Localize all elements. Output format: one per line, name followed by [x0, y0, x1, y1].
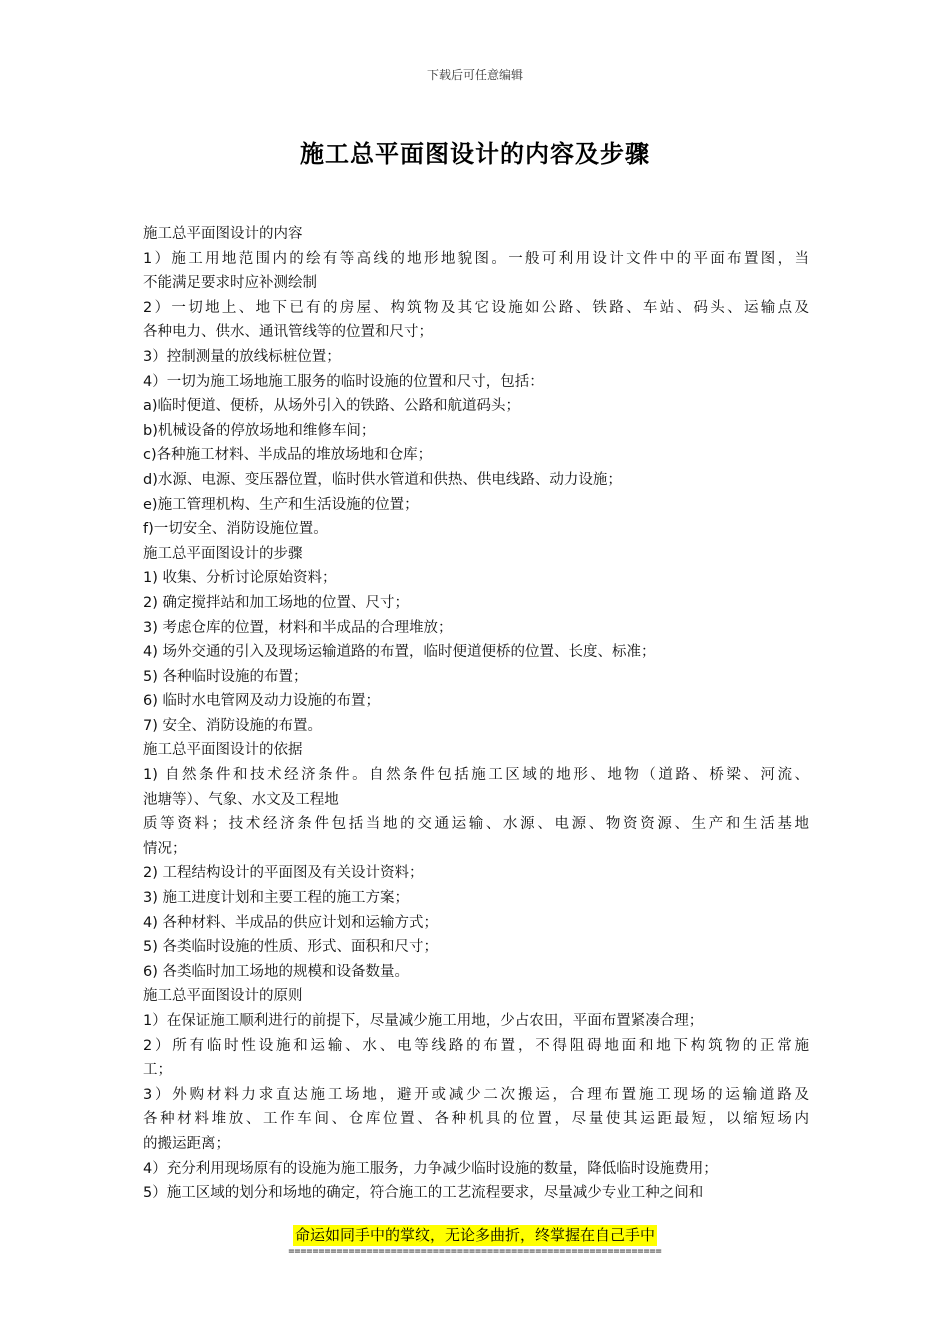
body-line: 4）一切为施工场地施工服务的临时设施的位置和尺寸，包括： [143, 373, 544, 390]
body-line: 5) 各种临时设施的布置； [143, 668, 308, 685]
body-line: 施工总平面图设计的内容 [143, 226, 303, 242]
body-line: 不能满足要求时应补测绘制 [143, 275, 317, 292]
body-line: 池塘等）、气象、水文及工程地 [143, 791, 339, 808]
body-line: 1) 自然条件和技术经济条件。自然条件包括施工区域的地形、地物（道路、桥梁、河流、 [143, 767, 809, 784]
body-line: 各种电力、供水、通讯管线等的位置和尺寸； [143, 324, 433, 341]
body-line: 6) 临时水电管网及动力设施的布置； [143, 693, 380, 710]
body-line: 的搬运距离； [143, 1135, 230, 1152]
footer-motto: 命运如同手中的掌纹，无论多曲折，终掌握在自己手中 [294, 1226, 655, 1244]
document-title: 施工总平面图设计的内容及步骤 [300, 140, 650, 168]
body-line: 各种材料堆放、工作车间、仓库位置、各种机具的位置，尽量使其运距最短，以缩短场内 [143, 1111, 809, 1128]
footer-motto-container [0, 1225, 950, 1246]
body-line: 1) 收集、分析讨论原始资料； [143, 570, 337, 587]
footer-divider: ============================================================== [288, 1246, 662, 1257]
body-line: 质等资料；技术经济条件包括当地的交通运输、水源、电源、物资资源、生产和生活基地 [143, 816, 809, 833]
body-line: 3) 考虑仓库的位置，材料和半成品的合理堆放； [143, 619, 453, 636]
body-line: 情况； [143, 840, 187, 857]
body-line: 2）一切地上、地下已有的房屋、构筑物及其它设施如公路、铁路、车站、码头、运输点及 [143, 299, 809, 316]
body-line: 3）外购材料力求直达施工场地，避开或减少二次搬运，合理布置施工现场的运输道路及 [143, 1086, 809, 1103]
body-line: 1）施工用地范围内的绘有等高线的地形地貌图。一般可利用设计文件中的平面布置图，当 [143, 250, 809, 267]
body-line: 2) 工程结构设计的平面图及有关设计资料； [143, 865, 424, 882]
document-body [143, 222, 809, 1206]
body-line: 施工总平面图设计的原则 [143, 988, 303, 1005]
body-line: 5）施工区域的划分和场地的确定，符合施工的工艺流程要求，尽量减少专业工种之间和 [143, 1185, 704, 1202]
body-line: a)临时便道、便桥，从场外引入的铁路、公路和航道码头； [143, 398, 521, 415]
body-line: 3) 施工进度计划和主要工程的施工方案； [143, 890, 409, 907]
body-line: 5) 各类临时设施的性质、形式、面积和尺寸； [143, 939, 438, 956]
body-line: 施工总平面图设计的步骤 [143, 545, 303, 562]
body-line: e)施工管理机构、生产和生活设施的位置； [143, 496, 419, 513]
body-line: 1）在保证施工顺利进行的前提下，尽量减少施工用地，少占农田，平面布置紧凑合理； [143, 1013, 704, 1029]
body-line: b)机械设备的停放场地和维修车间； [143, 422, 376, 439]
body-line: 施工总平面图设计的依据 [143, 742, 303, 759]
body-line: 4）充分利用现场原有的设施为施工服务，力争减少临时设施的数量，降低临时设施费用； [143, 1160, 718, 1177]
body-line: 4) 场外交通的引入及现场运输道路的布置，临时便道便桥的位置、长度、标准； [143, 644, 656, 661]
body-line: d)水源、电源、变压器位置，临时供水管道和供热、供电线路、动力设施； [143, 471, 622, 488]
body-line: 3）控制测量的放线标桩位置； [143, 348, 341, 365]
body-line: f)一切安全、消防设施位置。 [143, 521, 328, 538]
body-line: 2）所有临时性设施和运输、水、电等线路的布置，不得阻碍地面和地下构筑物的正常施 [143, 1037, 809, 1054]
body-line: 6) 各类临时加工场地的规模和设备数量。 [143, 963, 409, 980]
body-line: 2) 确定搅拌站和加工场地的位置、尺寸； [143, 594, 409, 611]
download-note: 下载后可任意编辑 [426, 68, 523, 82]
body-line: 7) 安全、消防设施的布置。 [143, 717, 322, 734]
body-line: 4) 各种材料、半成品的供应计划和运输方式； [143, 914, 438, 931]
body-line: c)各种施工材料、半成品的堆放场地和仓库； [143, 447, 433, 464]
body-line: 工； [143, 1062, 172, 1079]
